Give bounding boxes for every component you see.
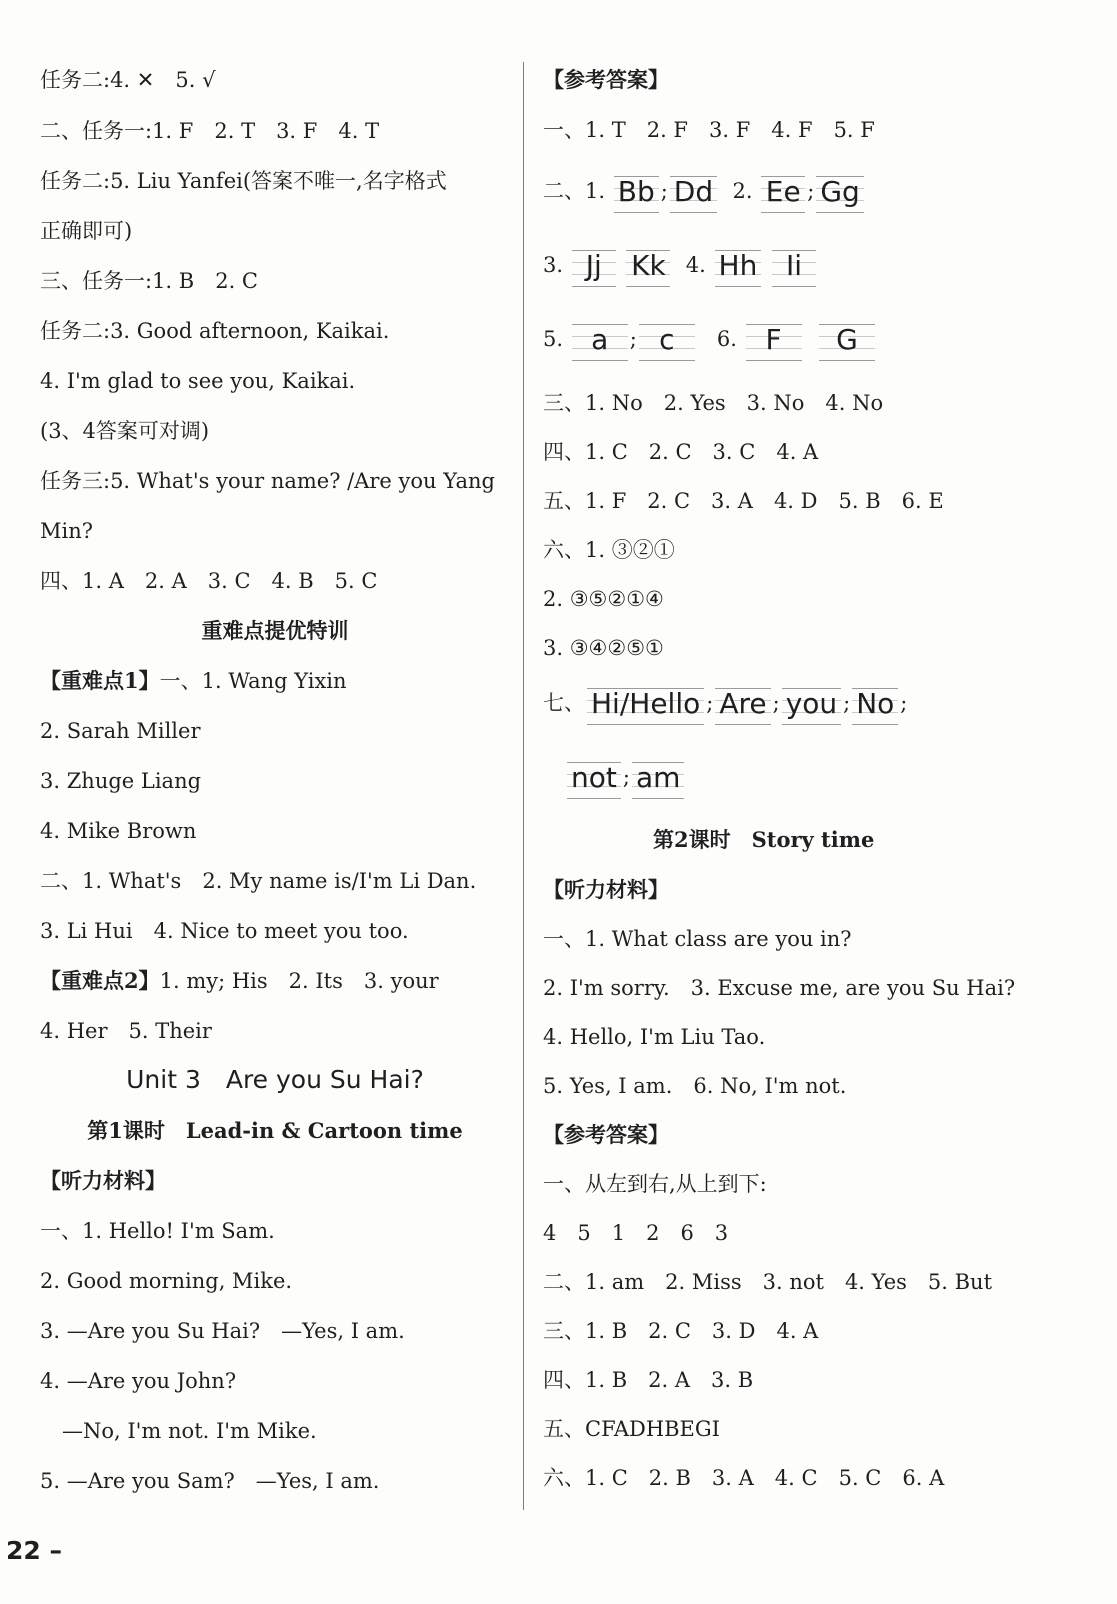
answer-line: 3. Zhuge Liang bbox=[40, 769, 202, 793]
listening-line: 4. —Are you John? bbox=[40, 1369, 237, 1393]
answer-line: 4. I'm glad to see you, Kaikai. bbox=[40, 369, 356, 393]
answer-line: 3. Li Hui 4. Nice to meet you too. bbox=[40, 919, 409, 943]
item-number: 二、1. bbox=[543, 179, 606, 203]
item-number: 3. bbox=[543, 253, 564, 277]
answer-line: Min? bbox=[40, 519, 94, 543]
four-line-word: Dd bbox=[670, 172, 717, 214]
answer-line: 3. ③④②⑤① bbox=[543, 636, 664, 660]
answer-line: 4. Her 5. Their bbox=[40, 1019, 212, 1043]
four-line-word: Ee bbox=[761, 172, 805, 214]
answer-text: 1. my; His 2. Its 3. your bbox=[159, 969, 439, 993]
answer-key-label: 【参考答案】 bbox=[543, 67, 669, 92]
answer-text: 一、1. Wang Yixin bbox=[159, 669, 347, 693]
four-line-word: am bbox=[632, 758, 684, 800]
key-point-tag: 【重难点2】 bbox=[40, 968, 160, 993]
answer-line: 一、从左到右,从上到下: bbox=[543, 1172, 767, 1196]
lesson-title: 第2课时 Story time bbox=[653, 827, 875, 852]
listening-line: 5. —Are you Sam? —Yes, I am. bbox=[40, 1469, 380, 1493]
answer-line: 任务二:5. Liu Yanfei(答案不唯一,名字格式 bbox=[40, 169, 447, 193]
four-line-word: Hi/Hello bbox=[587, 684, 704, 726]
answer-line: 任务三:5. What's your name? /Are you Yang bbox=[40, 469, 495, 493]
page-number: 22 – bbox=[6, 1536, 62, 1565]
four-line-word: Hh bbox=[715, 246, 762, 288]
answer-line: 一、1. T 2. F 3. F 4. F 5. F bbox=[543, 118, 875, 142]
letter-writing-row: 二、1. Bb ; Dd 2. Ee ; Gg bbox=[543, 170, 866, 214]
listening-line: 2. I'm sorry. 3. Excuse me, are you Su Hai? bbox=[543, 976, 1016, 1000]
word-writing-row: not ; am bbox=[565, 756, 686, 800]
item-number: 6. bbox=[716, 327, 737, 351]
four-line-word: you bbox=[782, 684, 841, 726]
answer-line: 2. Sarah Miller bbox=[40, 719, 201, 743]
answer-key-label: 【参考答案】 bbox=[543, 1122, 669, 1147]
answer-line: 四、1. B 2. A 3. B bbox=[543, 1368, 754, 1392]
listening-line: 4. Hello, I'm Liu Tao. bbox=[543, 1025, 766, 1049]
four-line-word: Bb bbox=[614, 172, 659, 214]
answer-line: 任务二:3. Good afternoon, Kaikai. bbox=[40, 319, 390, 343]
answer-line: 四、1. A 2. A 3. C 4. B 5. C bbox=[40, 569, 378, 593]
answer-line: 五、CFADHBEGI bbox=[543, 1417, 720, 1441]
answer-line: 4. Mike Brown bbox=[40, 819, 197, 843]
four-line-word: a bbox=[572, 320, 628, 362]
four-line-word: Jj bbox=[572, 246, 616, 288]
answer-line: 二、1. am 2. Miss 3. not 4. Yes 5. But bbox=[543, 1270, 993, 1294]
answer-line: 4 5 1 2 6 3 bbox=[543, 1221, 729, 1245]
answer-line: 二、任务一:1. F 2. T 3. F 4. T bbox=[40, 119, 380, 143]
letter-writing-row: 5. a ; c 6. F G bbox=[543, 318, 877, 362]
answer-line: 四、1. C 2. C 3. C 4. A bbox=[543, 440, 819, 464]
listening-material-label: 【听力材料】 bbox=[40, 1168, 166, 1193]
lesson-title: 第1课时 Lead-in & Cartoon time bbox=[87, 1118, 463, 1143]
listening-line: 3. —Are you Su Hai? —Yes, I am. bbox=[40, 1319, 405, 1343]
unit-title: Unit 3 Are you Su Hai? bbox=[126, 1065, 424, 1094]
answer-line: 三、任务一:1. B 2. C bbox=[40, 269, 258, 293]
four-line-word: not bbox=[567, 758, 621, 800]
answer-line: 五、1. F 2. C 3. A 4. D 5. B 6. E bbox=[543, 489, 944, 513]
four-line-word: Are bbox=[715, 684, 770, 726]
item-number: 七、 bbox=[543, 691, 585, 715]
four-line-word: G bbox=[819, 320, 875, 362]
word-writing-row: 七、 Hi/Hello ; Are ; you ; No ; bbox=[543, 682, 907, 726]
section-heading: 重难点提优特训 bbox=[201, 618, 349, 643]
listening-material-label: 【听力材料】 bbox=[543, 877, 669, 902]
answer-line: 2. ③⑤②①④ bbox=[543, 587, 664, 611]
four-line-word: c bbox=[639, 320, 695, 362]
answer-line bbox=[40, 667, 347, 695]
four-line-word: F bbox=[746, 320, 802, 362]
four-line-word: Gg bbox=[816, 172, 863, 214]
four-line-word: Ii bbox=[772, 246, 816, 288]
answer-line: 六、1. C 2. B 3. A 4. C 5. C 6. A bbox=[543, 1466, 945, 1490]
four-line-word: No bbox=[852, 684, 898, 726]
listening-line: —No, I'm not. I'm Mike. bbox=[62, 1419, 317, 1443]
answer-line: 三、1. B 2. C 3. D 4. A bbox=[543, 1319, 819, 1343]
item-number: 4. bbox=[685, 253, 706, 277]
item-number: 5. bbox=[543, 327, 564, 351]
letter-writing-row bbox=[543, 244, 818, 288]
answer-line bbox=[40, 967, 439, 995]
listening-line: 一、1. What class are you in? bbox=[543, 927, 852, 951]
item-number: 2. bbox=[732, 179, 753, 203]
listening-line: 2. Good morning, Mike. bbox=[40, 1269, 293, 1293]
answer-line: 任务二:4. ✕ 5. √ bbox=[40, 68, 216, 92]
answer-line: 三、1. No 2. Yes 3. No 4. No bbox=[543, 391, 884, 415]
answer-line: 二、1. What's 2. My name is/I'm Li Dan. bbox=[40, 869, 477, 893]
listening-line: 一、1. Hello! I'm Sam. bbox=[40, 1219, 275, 1243]
answer-line: 六、1. ③②① bbox=[543, 538, 675, 562]
listening-line: 5. Yes, I am. 6. No, I'm not. bbox=[543, 1074, 847, 1098]
key-point-tag: 【重难点1】 bbox=[40, 668, 160, 693]
answer-note: (3、4答案可对调) bbox=[40, 419, 210, 443]
four-line-word: Kk bbox=[626, 246, 670, 288]
answer-line: 正确即可) bbox=[40, 219, 133, 243]
column-divider bbox=[523, 62, 524, 1510]
